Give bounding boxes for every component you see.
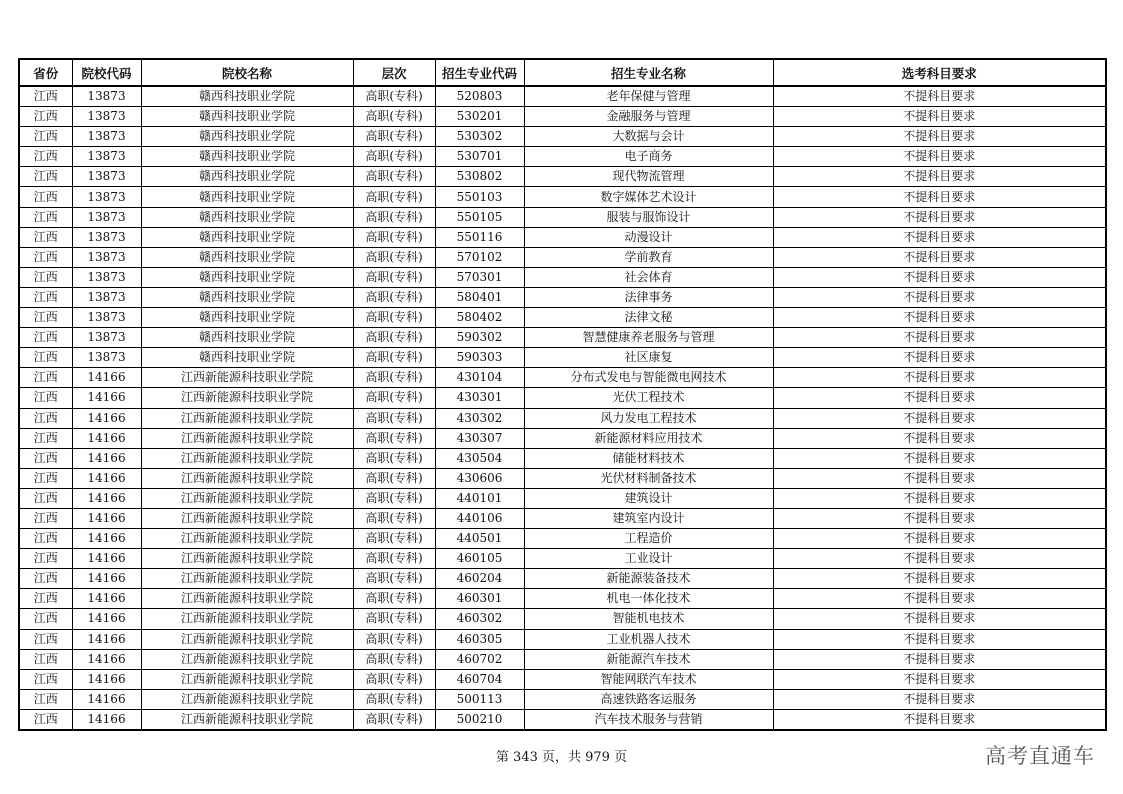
- level-cell: 高职(专科): [353, 649, 435, 669]
- school-code-cell: 13873: [72, 127, 141, 147]
- subject-requirement-cell: 不提科目要求: [773, 629, 1106, 649]
- province-cell: 江西: [19, 649, 72, 669]
- subject-requirement-cell: 不提科目要求: [773, 147, 1106, 167]
- table-row: [19, 167, 1106, 187]
- major-code-cell: 520803: [435, 86, 524, 107]
- major-code-cell: 430504: [435, 448, 524, 468]
- school-code-cell: 13873: [72, 287, 141, 307]
- school-name-cell: 江西新能源科技职业学院: [141, 549, 353, 569]
- major-name-cell: 金融服务与管理: [524, 107, 773, 127]
- major-code-cell: 430307: [435, 428, 524, 448]
- subject-requirement-cell: 不提科目要求: [773, 468, 1106, 488]
- table-row: [19, 589, 1106, 609]
- level-cell: 高职(专科): [353, 448, 435, 468]
- level-cell: 高职(专科): [353, 368, 435, 388]
- level-cell: 高职(专科): [353, 468, 435, 488]
- table-row: [19, 368, 1106, 388]
- school-code-cell: 14166: [72, 589, 141, 609]
- major-name-cell: 分布式发电与智能微电网技术: [524, 368, 773, 388]
- table-row: [19, 86, 1106, 107]
- major-name-cell: 新能源汽车技术: [524, 649, 773, 669]
- major-code-cell: 460702: [435, 649, 524, 669]
- major-code-cell: 460302: [435, 609, 524, 629]
- major-code-cell: 460204: [435, 569, 524, 589]
- province-cell: 江西: [19, 368, 72, 388]
- table-row: [19, 308, 1106, 328]
- col-header-subject-requirement: 选考科目要求: [773, 59, 1106, 86]
- school-name-cell: 赣西科技职业学院: [141, 267, 353, 287]
- school-name-cell: 江西新能源科技职业学院: [141, 468, 353, 488]
- major-code-cell: 440106: [435, 508, 524, 528]
- level-cell: 高职(专科): [353, 308, 435, 328]
- school-name-cell: 江西新能源科技职业学院: [141, 508, 353, 528]
- level-cell: 高职(专科): [353, 348, 435, 368]
- school-name-cell: 江西新能源科技职业学院: [141, 609, 353, 629]
- major-name-cell: 社区康复: [524, 348, 773, 368]
- province-cell: 江西: [19, 448, 72, 468]
- level-cell: 高职(专科): [353, 609, 435, 629]
- province-cell: 江西: [19, 488, 72, 508]
- school-code-cell: 14166: [72, 549, 141, 569]
- school-code-cell: 14166: [72, 529, 141, 549]
- major-code-cell: 530201: [435, 107, 524, 127]
- province-cell: 江西: [19, 287, 72, 307]
- major-code-cell: 460305: [435, 629, 524, 649]
- level-cell: 高职(专科): [353, 709, 435, 730]
- subject-requirement-cell: 不提科目要求: [773, 609, 1106, 629]
- col-header-school-name: 院校名称: [141, 59, 353, 86]
- subject-requirement-cell: 不提科目要求: [773, 488, 1106, 508]
- school-code-cell: 14166: [72, 508, 141, 528]
- school-code-cell: 14166: [72, 669, 141, 689]
- school-name-cell: 江西新能源科技职业学院: [141, 689, 353, 709]
- major-code-cell: 460301: [435, 589, 524, 609]
- subject-requirement-cell: 不提科目要求: [773, 227, 1106, 247]
- table-row: [19, 408, 1106, 428]
- school-name-cell: 江西新能源科技职业学院: [141, 408, 353, 428]
- major-name-cell: 服装与服饰设计: [524, 207, 773, 227]
- major-name-cell: 智能网联汽车技术: [524, 669, 773, 689]
- level-cell: 高职(专科): [353, 569, 435, 589]
- col-header-major-name: 招生专业名称: [524, 59, 773, 86]
- major-name-cell: 储能材料技术: [524, 448, 773, 468]
- subject-requirement-cell: 不提科目要求: [773, 448, 1106, 468]
- school-code-cell: 13873: [72, 207, 141, 227]
- major-code-cell: 590302: [435, 328, 524, 348]
- level-cell: 高职(专科): [353, 227, 435, 247]
- major-name-cell: 工程造价: [524, 529, 773, 549]
- col-header-level: 层次: [353, 59, 435, 86]
- level-cell: 高职(专科): [353, 549, 435, 569]
- school-code-cell: 14166: [72, 488, 141, 508]
- table-row: [19, 488, 1106, 508]
- school-name-cell: 赣西科技职业学院: [141, 287, 353, 307]
- province-cell: 江西: [19, 508, 72, 528]
- major-code-cell: 500210: [435, 709, 524, 730]
- subject-requirement-cell: 不提科目要求: [773, 529, 1106, 549]
- school-code-cell: 14166: [72, 709, 141, 730]
- school-code-cell: 13873: [72, 227, 141, 247]
- province-cell: 江西: [19, 167, 72, 187]
- subject-requirement-cell: 不提科目要求: [773, 669, 1106, 689]
- province-cell: 江西: [19, 569, 72, 589]
- major-name-cell: 大数据与会计: [524, 127, 773, 147]
- table-row: [19, 287, 1106, 307]
- level-cell: 高职(专科): [353, 508, 435, 528]
- province-cell: 江西: [19, 267, 72, 287]
- table-row: [19, 348, 1106, 368]
- subject-requirement-cell: 不提科目要求: [773, 187, 1106, 207]
- subject-requirement-cell: 不提科目要求: [773, 287, 1106, 307]
- school-code-cell: 13873: [72, 328, 141, 348]
- table-row: [19, 609, 1106, 629]
- level-cell: 高职(专科): [353, 167, 435, 187]
- school-name-cell: 江西新能源科技职业学院: [141, 428, 353, 448]
- province-cell: 江西: [19, 127, 72, 147]
- province-cell: 江西: [19, 187, 72, 207]
- province-cell: 江西: [19, 428, 72, 448]
- subject-requirement-cell: 不提科目要求: [773, 247, 1106, 267]
- major-name-cell: 机电一体化技术: [524, 589, 773, 609]
- level-cell: 高职(专科): [353, 388, 435, 408]
- major-name-cell: 法律文秘: [524, 308, 773, 328]
- major-code-cell: 550103: [435, 187, 524, 207]
- level-cell: 高职(专科): [353, 408, 435, 428]
- school-code-cell: 13873: [72, 247, 141, 267]
- school-name-cell: 江西新能源科技职业学院: [141, 569, 353, 589]
- major-name-cell: 数字媒体艺术设计: [524, 187, 773, 207]
- subject-requirement-cell: 不提科目要求: [773, 368, 1106, 388]
- major-code-cell: 570102: [435, 247, 524, 267]
- level-cell: 高职(专科): [353, 428, 435, 448]
- table-row: [19, 649, 1106, 669]
- major-code-cell: 530302: [435, 127, 524, 147]
- table-row: [19, 669, 1106, 689]
- major-code-cell: 500113: [435, 689, 524, 709]
- province-cell: 江西: [19, 689, 72, 709]
- subject-requirement-cell: 不提科目要求: [773, 107, 1106, 127]
- major-code-cell: 570301: [435, 267, 524, 287]
- province-cell: 江西: [19, 669, 72, 689]
- table-row: [19, 549, 1106, 569]
- school-code-cell: 13873: [72, 267, 141, 287]
- school-code-cell: 13873: [72, 308, 141, 328]
- table-row: [19, 709, 1106, 730]
- major-name-cell: 社会体育: [524, 267, 773, 287]
- subject-requirement-cell: 不提科目要求: [773, 508, 1106, 528]
- major-code-cell: 530701: [435, 147, 524, 167]
- major-name-cell: 动漫设计: [524, 227, 773, 247]
- school-name-cell: 赣西科技职业学院: [141, 147, 353, 167]
- school-code-cell: 13873: [72, 167, 141, 187]
- school-code-cell: 13873: [72, 86, 141, 107]
- major-name-cell: 老年保健与管理: [524, 86, 773, 107]
- subject-requirement-cell: 不提科目要求: [773, 348, 1106, 368]
- subject-requirement-cell: 不提科目要求: [773, 549, 1106, 569]
- school-name-cell: 赣西科技职业学院: [141, 247, 353, 267]
- table-row: [19, 147, 1106, 167]
- school-name-cell: 江西新能源科技职业学院: [141, 589, 353, 609]
- school-name-cell: 赣西科技职业学院: [141, 127, 353, 147]
- major-code-cell: 430301: [435, 388, 524, 408]
- province-cell: 江西: [19, 468, 72, 488]
- table-row: [19, 267, 1106, 287]
- table-row: [19, 448, 1106, 468]
- school-name-cell: 赣西科技职业学院: [141, 187, 353, 207]
- level-cell: 高职(专科): [353, 127, 435, 147]
- school-code-cell: 13873: [72, 107, 141, 127]
- table-row: [19, 468, 1106, 488]
- subject-requirement-cell: 不提科目要求: [773, 649, 1106, 669]
- subject-requirement-cell: 不提科目要求: [773, 127, 1106, 147]
- major-code-cell: 430606: [435, 468, 524, 488]
- major-code-cell: 430302: [435, 408, 524, 428]
- school-name-cell: 赣西科技职业学院: [141, 328, 353, 348]
- major-name-cell: 工业机器人技术: [524, 629, 773, 649]
- school-code-cell: 14166: [72, 408, 141, 428]
- major-code-cell: 530802: [435, 167, 524, 187]
- table-row: [19, 247, 1106, 267]
- school-name-cell: 江西新能源科技职业学院: [141, 448, 353, 468]
- major-name-cell: 智能机电技术: [524, 609, 773, 629]
- school-code-cell: 13873: [72, 187, 141, 207]
- major-name-cell: 学前教育: [524, 247, 773, 267]
- school-code-cell: 14166: [72, 609, 141, 629]
- school-name-cell: 赣西科技职业学院: [141, 207, 353, 227]
- school-code-cell: 13873: [72, 147, 141, 167]
- major-code-cell: 590303: [435, 348, 524, 368]
- level-cell: 高职(专科): [353, 689, 435, 709]
- major-name-cell: 建筑设计: [524, 488, 773, 508]
- province-cell: 江西: [19, 207, 72, 227]
- subject-requirement-cell: 不提科目要求: [773, 207, 1106, 227]
- major-name-cell: 法律事务: [524, 287, 773, 307]
- major-name-cell: 高速铁路客运服务: [524, 689, 773, 709]
- major-name-cell: 新能源材料应用技术: [524, 428, 773, 448]
- level-cell: 高职(专科): [353, 267, 435, 287]
- school-name-cell: 江西新能源科技职业学院: [141, 669, 353, 689]
- level-cell: 高职(专科): [353, 187, 435, 207]
- table-row: [19, 529, 1106, 549]
- major-name-cell: 光伏材料制备技术: [524, 468, 773, 488]
- level-cell: 高职(专科): [353, 488, 435, 508]
- school-code-cell: 14166: [72, 388, 141, 408]
- major-code-cell: 440501: [435, 529, 524, 549]
- province-cell: 江西: [19, 629, 72, 649]
- major-name-cell: 智慧健康养老服务与管理: [524, 328, 773, 348]
- major-name-cell: 风力发电工程技术: [524, 408, 773, 428]
- table-row: [19, 428, 1106, 448]
- subject-requirement-cell: 不提科目要求: [773, 328, 1106, 348]
- school-code-cell: 14166: [72, 569, 141, 589]
- admissions-table: [18, 58, 1107, 731]
- province-cell: 江西: [19, 308, 72, 328]
- school-code-cell: 14166: [72, 649, 141, 669]
- province-cell: 江西: [19, 348, 72, 368]
- province-cell: 江西: [19, 227, 72, 247]
- subject-requirement-cell: 不提科目要求: [773, 267, 1106, 287]
- subject-requirement-cell: 不提科目要求: [773, 167, 1106, 187]
- table-row: [19, 107, 1106, 127]
- subject-requirement-cell: 不提科目要求: [773, 408, 1106, 428]
- province-cell: 江西: [19, 147, 72, 167]
- major-name-cell: 电子商务: [524, 147, 773, 167]
- level-cell: 高职(专科): [353, 207, 435, 227]
- province-cell: 江西: [19, 549, 72, 569]
- school-name-cell: 江西新能源科技职业学院: [141, 709, 353, 730]
- school-code-cell: 14166: [72, 468, 141, 488]
- school-code-cell: 14166: [72, 368, 141, 388]
- table-row: [19, 629, 1106, 649]
- province-cell: 江西: [19, 529, 72, 549]
- school-name-cell: 赣西科技职业学院: [141, 308, 353, 328]
- major-name-cell: 现代物流管理: [524, 167, 773, 187]
- subject-requirement-cell: 不提科目要求: [773, 569, 1106, 589]
- table-body: [19, 86, 1106, 730]
- level-cell: 高职(专科): [353, 669, 435, 689]
- major-name-cell: 汽车技术服务与营销: [524, 709, 773, 730]
- level-cell: 高职(专科): [353, 147, 435, 167]
- table-row: [19, 508, 1106, 528]
- table-row: [19, 227, 1106, 247]
- school-name-cell: 赣西科技职业学院: [141, 348, 353, 368]
- school-name-cell: 江西新能源科技职业学院: [141, 629, 353, 649]
- col-header-province: 省份: [19, 59, 72, 86]
- major-code-cell: 430104: [435, 368, 524, 388]
- school-name-cell: 赣西科技职业学院: [141, 227, 353, 247]
- province-cell: 江西: [19, 709, 72, 730]
- major-code-cell: 550116: [435, 227, 524, 247]
- subject-requirement-cell: 不提科目要求: [773, 689, 1106, 709]
- school-name-cell: 江西新能源科技职业学院: [141, 529, 353, 549]
- level-cell: 高职(专科): [353, 589, 435, 609]
- table-row: [19, 569, 1106, 589]
- province-cell: 江西: [19, 609, 72, 629]
- major-code-cell: 550105: [435, 207, 524, 227]
- table-row: [19, 388, 1106, 408]
- school-code-cell: 14166: [72, 689, 141, 709]
- province-cell: 江西: [19, 388, 72, 408]
- level-cell: 高职(专科): [353, 629, 435, 649]
- school-name-cell: 江西新能源科技职业学院: [141, 388, 353, 408]
- subject-requirement-cell: 不提科目要求: [773, 308, 1106, 328]
- table-row: [19, 689, 1106, 709]
- major-name-cell: 工业设计: [524, 549, 773, 569]
- brand-watermark: 高考直通车: [985, 744, 1095, 768]
- subject-requirement-cell: 不提科目要求: [773, 589, 1106, 609]
- school-code-cell: 13873: [72, 348, 141, 368]
- major-code-cell: 440101: [435, 488, 524, 508]
- subject-requirement-cell: 不提科目要求: [773, 709, 1106, 730]
- level-cell: 高职(专科): [353, 287, 435, 307]
- province-cell: 江西: [19, 328, 72, 348]
- col-header-major-code: 招生专业代码: [435, 59, 524, 86]
- page-footer: 第 343 页，共 979 页: [495, 750, 628, 765]
- level-cell: 高职(专科): [353, 328, 435, 348]
- subject-requirement-cell: 不提科目要求: [773, 428, 1106, 448]
- province-cell: 江西: [19, 86, 72, 107]
- school-name-cell: 江西新能源科技职业学院: [141, 488, 353, 508]
- school-name-cell: 江西新能源科技职业学院: [141, 649, 353, 669]
- table-row: [19, 127, 1106, 147]
- province-cell: 江西: [19, 107, 72, 127]
- level-cell: 高职(专科): [353, 529, 435, 549]
- major-code-cell: 580402: [435, 308, 524, 328]
- province-cell: 江西: [19, 408, 72, 428]
- major-name-cell: 建筑室内设计: [524, 508, 773, 528]
- school-name-cell: 赣西科技职业学院: [141, 86, 353, 107]
- province-cell: 江西: [19, 247, 72, 267]
- subject-requirement-cell: 不提科目要求: [773, 86, 1106, 107]
- major-code-cell: 460704: [435, 669, 524, 689]
- school-code-cell: 14166: [72, 629, 141, 649]
- school-name-cell: 赣西科技职业学院: [141, 107, 353, 127]
- level-cell: 高职(专科): [353, 86, 435, 107]
- subject-requirement-cell: 不提科目要求: [773, 388, 1106, 408]
- level-cell: 高职(专科): [353, 107, 435, 127]
- major-name-cell: 新能源装备技术: [524, 569, 773, 589]
- major-code-cell: 460105: [435, 549, 524, 569]
- table-row: [19, 328, 1106, 348]
- major-code-cell: 580401: [435, 287, 524, 307]
- school-code-cell: 14166: [72, 428, 141, 448]
- province-cell: 江西: [19, 589, 72, 609]
- table-row: [19, 207, 1106, 227]
- level-cell: 高职(专科): [353, 247, 435, 267]
- school-code-cell: 14166: [72, 448, 141, 468]
- header-row: [19, 59, 1106, 86]
- school-name-cell: 赣西科技职业学院: [141, 167, 353, 187]
- col-header-school-code: 院校代码: [72, 59, 141, 86]
- table-row: [19, 187, 1106, 207]
- school-name-cell: 江西新能源科技职业学院: [141, 368, 353, 388]
- major-name-cell: 光伏工程技术: [524, 388, 773, 408]
